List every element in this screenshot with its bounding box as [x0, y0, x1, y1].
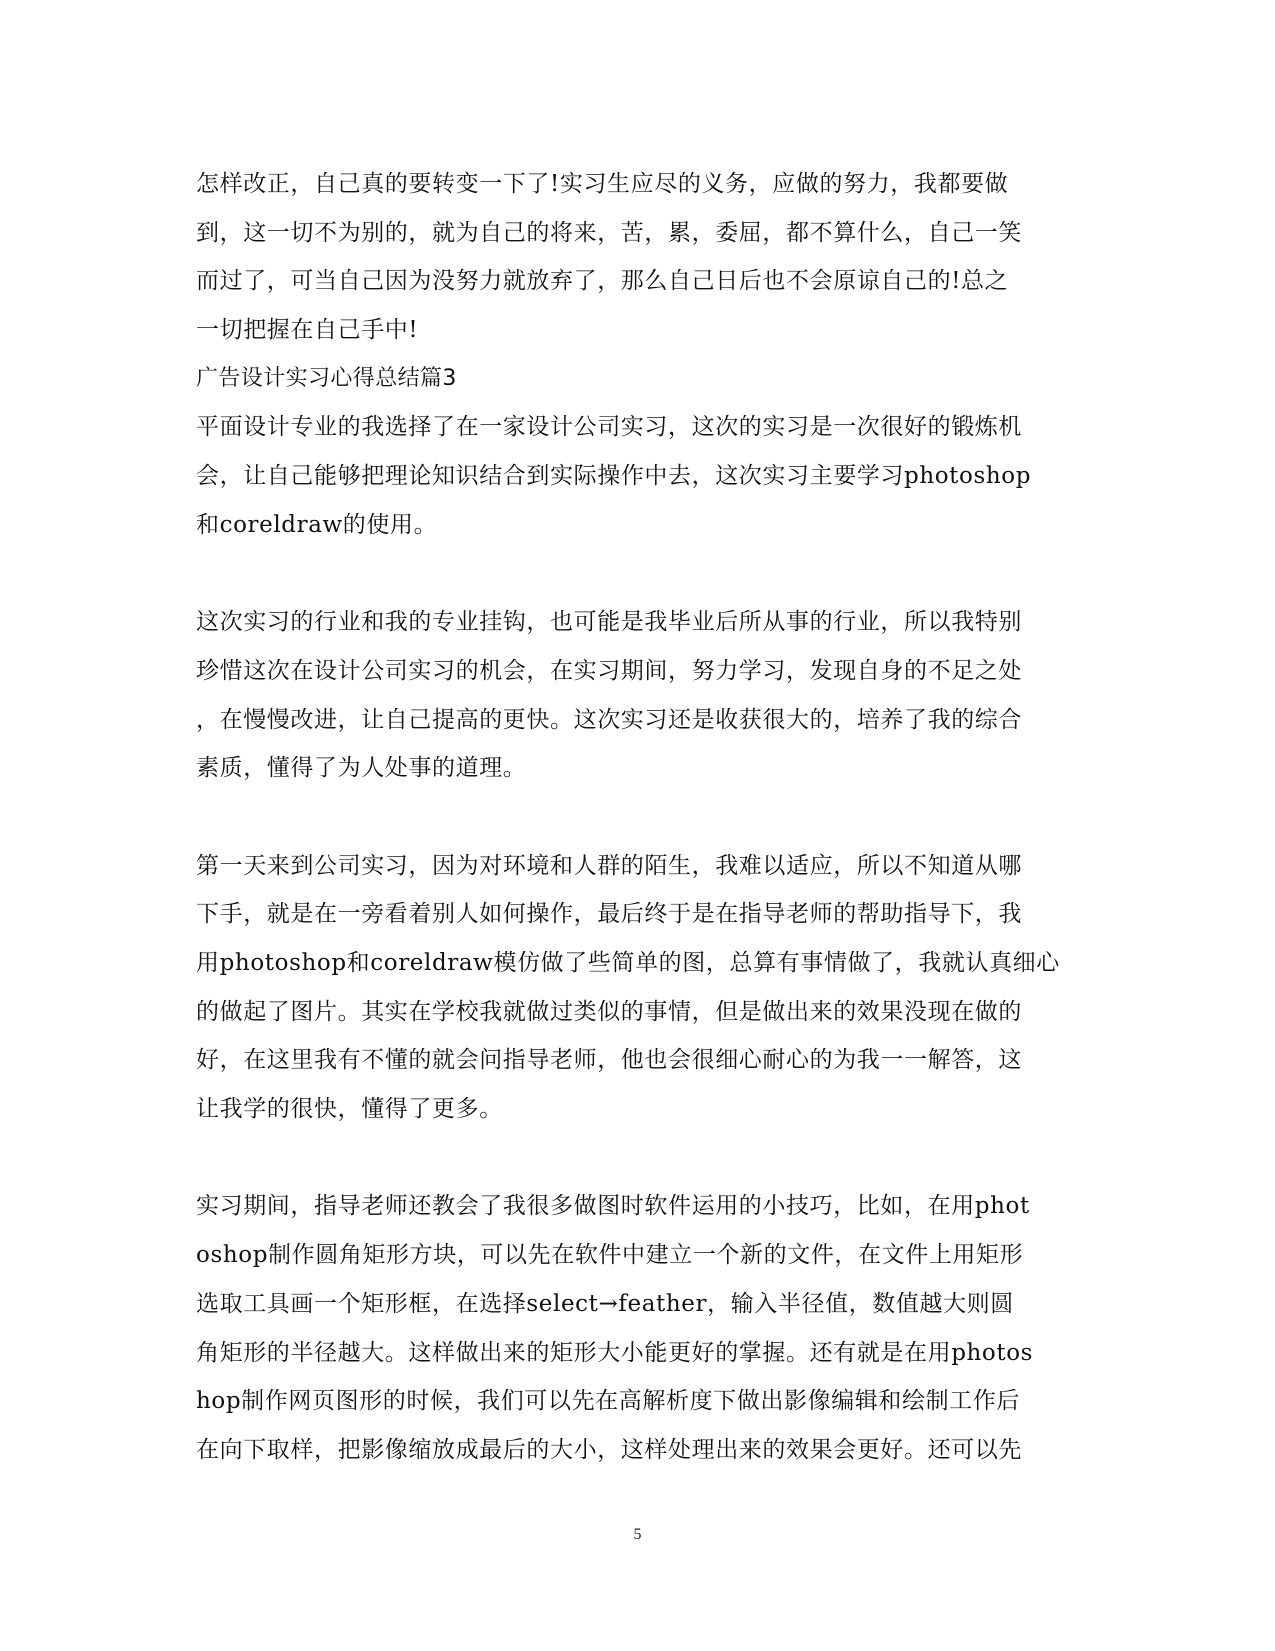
- text-line: 让我学的很快，懂得了更多。: [196, 1096, 503, 1123]
- text-line: 到，这一切不为别的，就为自己的将来，苦，累，委屈，都不算什么，自己一笑: [196, 219, 1022, 246]
- text-line: ，在慢慢改进，让自己提高的更快。这次实习还是收获很大的，培养了我的综合: [196, 706, 1022, 733]
- text-line: 这次实习的行业和我的专业挂钩，也可能是我毕业后所从事的行业，所以我特别: [196, 609, 1022, 636]
- text-line: hop制作网页图形的时候，我们可以先在高解析度下做出影像编辑和绘制工作后: [196, 1388, 1020, 1415]
- paragraph-spacer: [196, 1134, 1076, 1183]
- text-line: 选取工具画一个矩形框，在选择select→feather，输入半径值，数值越大则圆: [196, 1290, 1014, 1317]
- text-line: 下手，就是在一旁看着别人如何操作，最后终于是在指导老师的帮助指导下，我: [196, 901, 1022, 928]
- paragraph-1: [196, 160, 1076, 355]
- paragraph-3: [196, 598, 1076, 793]
- paragraph-spacer: [196, 550, 1076, 599]
- text-line: 平面设计专业的我选择了在一家设计公司实习，这次的实习是一次很好的锻炼机: [196, 414, 1022, 441]
- text-line: 会，让自己能够把理论知识结合到实际操作中去，这次实习主要学习photoshop: [196, 463, 1032, 490]
- text-line: 素质，懂得了为人处事的道理。: [196, 755, 527, 782]
- text-line: oshop制作圆角矩形方块，可以先在软件中建立一个新的文件，在文件上用矩形: [196, 1242, 1024, 1269]
- text-line: 好，在这里我有不懂的就会问指导老师，他也会很细心耐心的为我一一解答，这: [196, 1047, 1022, 1074]
- text-line: 而过了，可当自己因为没努力就放弃了，那么自己日后也不会原谅自己的!总之: [196, 268, 1009, 295]
- paragraph-2: [196, 403, 1076, 549]
- text-line: 一切把握在自己手中!: [196, 317, 419, 344]
- text-line: 第一天来到公司实习，因为对环境和人群的陌生，我难以适应，所以不知道从哪: [196, 852, 1022, 879]
- text-line: 实习期间，指导老师还教会了我很多做图时软件运用的小技巧，比如，在用phot: [196, 1193, 1030, 1220]
- section-heading: 广告设计实习心得总结篇3: [196, 365, 457, 391]
- document-body: [196, 160, 1076, 1475]
- text-line: 用photoshop和coreldraw模仿做了些简单的图，总算有事情做了，我就认真细心: [196, 950, 1060, 976]
- text-line: 角矩形的半径越大。这样做出来的矩形大小能更好的掌握。还有就是在用photos: [196, 1339, 1034, 1366]
- page-number: 5: [633, 1526, 642, 1543]
- paragraph-5: [196, 1182, 1076, 1474]
- text-line: 的做起了图片。其实在学校我就做过类似的事情，但是做出来的效果没现在做的: [196, 998, 1022, 1025]
- text-line: 怎样改正，自己真的要转变一下了!实习生应尽的义务，应做的努力，我都要做: [196, 171, 1009, 197]
- text-line: 珍惜这次在设计公司实习的机会，在实习期间，努力学习，发现自身的不足之处: [196, 657, 1022, 684]
- text-line: 在向下取样，把影像缩放成最后的大小，这样处理出来的效果会更好。还可以先: [196, 1436, 1022, 1463]
- paragraph-spacer: [196, 793, 1076, 842]
- text-line: 和coreldraw的使用。: [196, 511, 438, 538]
- paragraph-4: [196, 842, 1076, 1134]
